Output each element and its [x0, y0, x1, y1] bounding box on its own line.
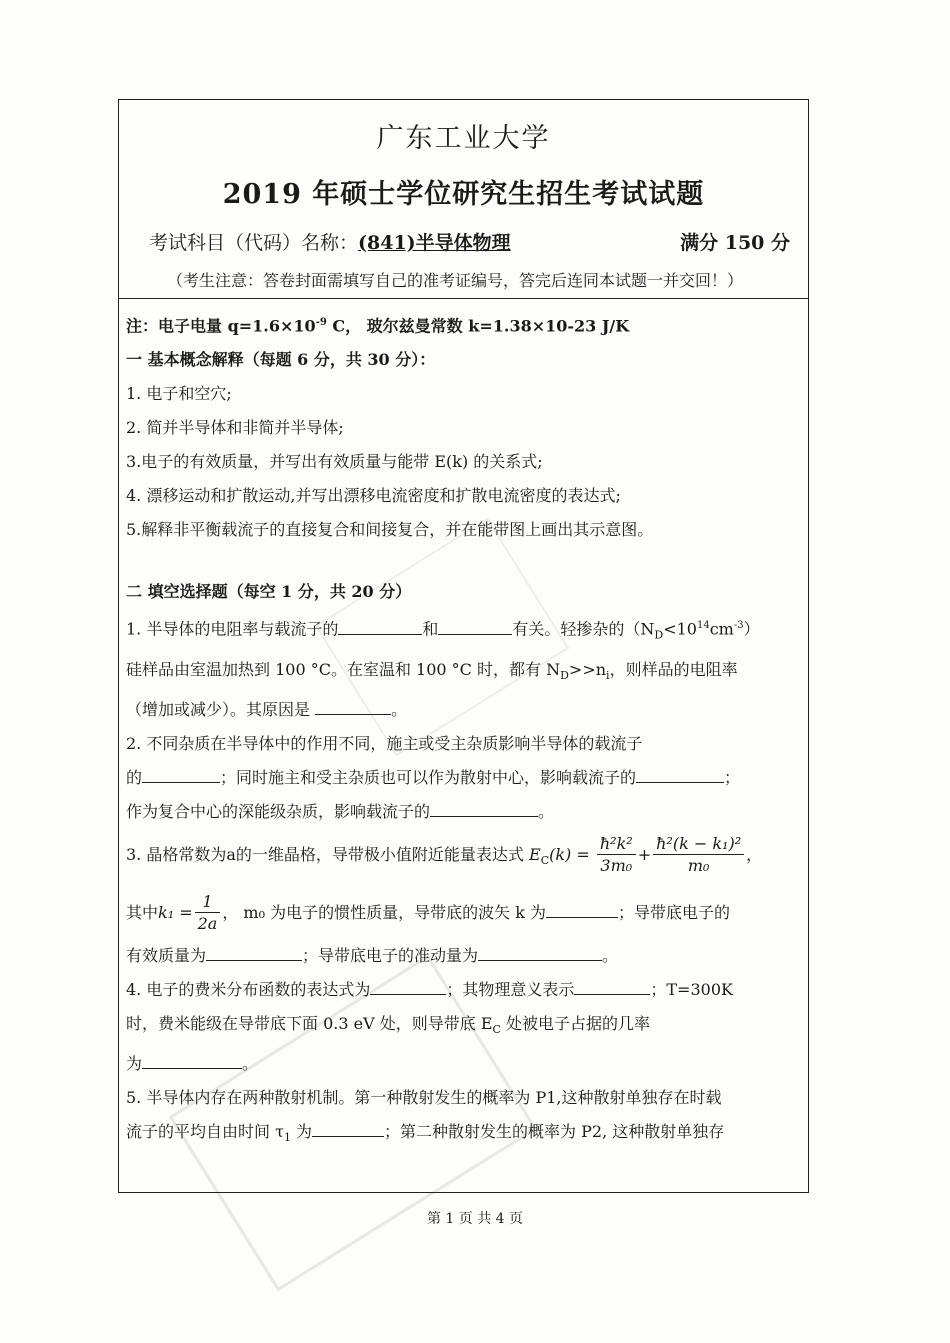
exam-header: [119, 100, 808, 299]
answer-blank: [438, 618, 512, 635]
answer-blank: [636, 766, 724, 783]
answer-blank: [546, 901, 618, 918]
question-1-line-3: （增加或减少）。其原因是 。: [126, 700, 408, 720]
section1-item-1: 1. 电子和空穴;: [126, 384, 232, 404]
formula-term-1: $\frac{\text{ħ²k²}}{\text{3m₀}}$: [597, 834, 636, 877]
exam-body: [126, 306, 802, 1156]
answer-blank: [206, 944, 302, 961]
university-name: 广东工业大学: [376, 123, 551, 154]
question-2-line-1: 2. 不同杂质在半导体中的作用不同，施主或受主杂质影响半导体的载流子: [126, 734, 643, 754]
question-3-line-3: 有效质量为 ；导带底电子的准动量为 。: [126, 946, 619, 966]
answer-blank: [574, 978, 650, 995]
formula-term-2: $\frac{\text{ħ²(k − k₁)²}}{\text{m₀}}$: [653, 834, 744, 877]
full-score: 满分 150 分: [680, 232, 790, 254]
question-4-line-1: 4. 电子的费米分布函数的表达式为 ；其物理意义表示 ；T=300K: [126, 980, 733, 1000]
question-3-line-1: 3. 晶格常数为a的一维晶格，导带极小值附近能量表达式 $E_C(k)$ = $\frac{\text{ħ²k²}}{\text{3m₀}}$ + $\frac{\text{ħ²(k − k₁)²}}{\text{m₀}}$ ，: [126, 834, 763, 876]
question-5-line-2: 流子的平均自由时间 $\tau_1$ 为 ；第二种散射发生的概率为 P2, 这种散射单独存: [126, 1122, 725, 1145]
subject-name: (841)半导体物理: [358, 232, 511, 254]
candidate-notice: （考生注意：答卷封面需填写自己的准考证编号，答完后连同本试题一并交回！）: [167, 271, 744, 290]
question-2-line-3: 作为复合中心的深能级杂质，影响载流子的 。: [126, 802, 555, 822]
page-footer: 第 1 页 共 4 页: [426, 1211, 524, 1227]
section1-item-3: 3.电子的有效质量，并写出有效质量与能带 E(k) 的关系式;: [126, 452, 543, 472]
question-4-line-2: 时，费米能级在导带底下面 0.3 eV 处，则导带底 $E_C$ 处被电子占据的几率: [126, 1014, 651, 1037]
question-1-line-2: 硅样品由室温加热到 100 °C。在室温和 100 °C 时，都有 $N_D>>n_i$，则样品的电阻率: [126, 659, 738, 683]
subject-label: 考试科目（代码）名称：: [149, 232, 359, 254]
constants-note: 注：电子电量 $q=1.6\times 10^{-9}$ C， 玻尔兹曼常数 k=1.38×10-23 J/K: [126, 316, 630, 336]
answer-blank: [312, 1120, 384, 1137]
section1-item-5: 5.解释非平衡载流子的直接复合和间接复合，并在能带图上画出其示意图。: [126, 520, 654, 540]
section1-item-2: 2. 简并半导体和非简并半导体;: [126, 418, 344, 438]
answer-blank: [338, 618, 422, 635]
answer-blank: [430, 800, 538, 817]
exam-title: 2019 年硕士学位研究生招生考试试题: [222, 179, 705, 210]
exam-frame: [118, 99, 809, 1193]
subject-row: [149, 228, 511, 255]
answer-blank: [478, 944, 602, 961]
answer-blank: [142, 1052, 242, 1069]
question-4-line-3: 为 。: [126, 1054, 259, 1074]
question-2-line-2: 的 ；同时施主和受主杂质也可以作为散射中心，影响载流子的 ；: [126, 768, 741, 788]
question-3-line-2: 其中k₁ = $\frac{1}{2a}$ ， m₀ 为电子的惯性质量，导带底的波矢 k 为 ；导带底电子的: [126, 892, 730, 934]
section1-item-4: 4. 漂移运动和扩散运动,并写出漂移电流密度和扩散电流密度的表达式;: [126, 486, 621, 506]
question-1-line-1: 1. 半导体的电阻率与载流子的 和 有关。轻掺杂的$(N_D<10^{14}cm^{-3})$: [126, 619, 760, 642]
k1-fraction: $\frac{1}{2a}$: [195, 892, 221, 935]
answer-blank: [315, 698, 391, 715]
section2-heading: 二 填空选择题（每空 1 分，共 20 分）: [126, 582, 412, 602]
section1-heading: 一 基本概念解释（每题 6 分，共 30 分）：: [126, 350, 436, 370]
answer-blank: [142, 766, 220, 783]
question-5-line-1: 5. 半导体内存在两种散射机制。第一种散射发生的概率为 P1,这种散射单独存在时载: [126, 1088, 722, 1108]
answer-blank: [370, 978, 446, 995]
